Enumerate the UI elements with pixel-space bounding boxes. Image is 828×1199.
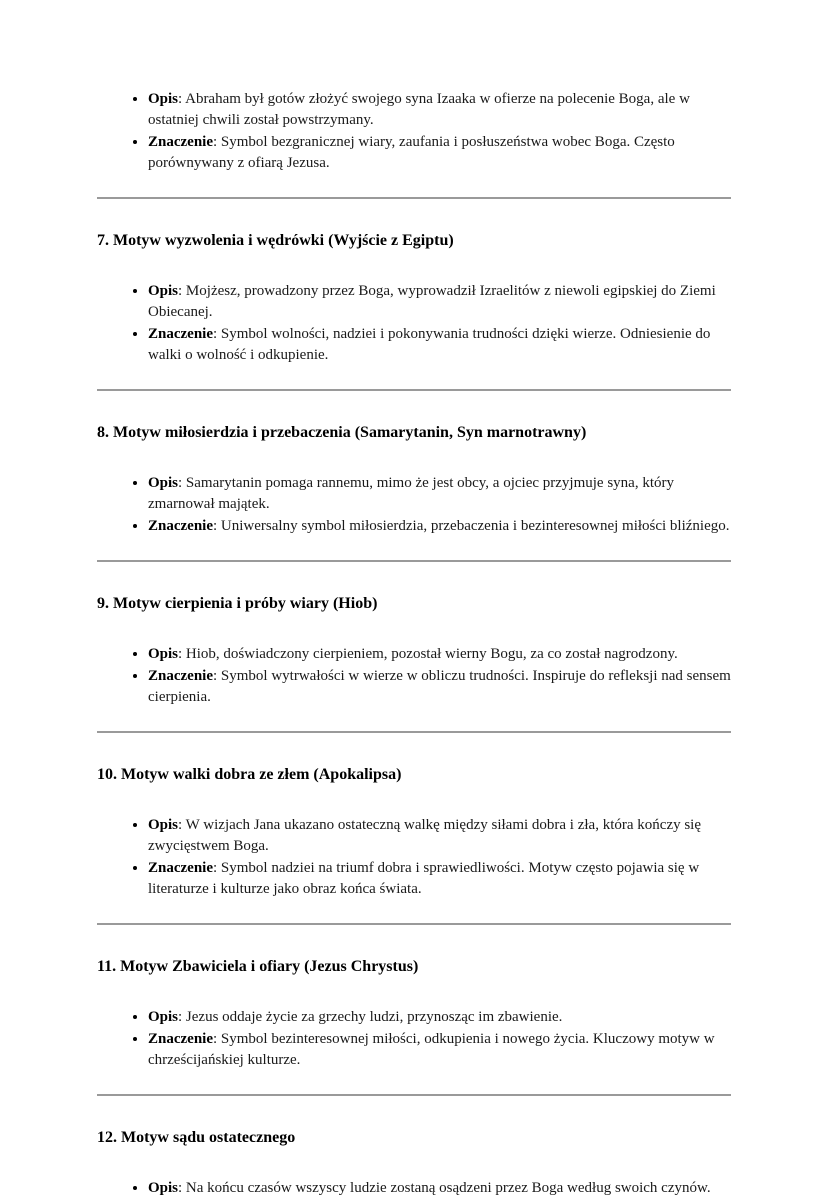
section-heading: 9. Motyw cierpienia i próby wiary (Hiob) xyxy=(97,595,378,612)
bullet-label: Opis xyxy=(148,646,179,662)
bullet-text: : Na końcu czasów wszyscy ludzie zostaną osądzeni przez Boga według swoich czynów. xyxy=(178,1180,711,1196)
section-heading: 11. Motyw Zbawiciela i ofiary (Jezus Chrystus) xyxy=(97,958,419,975)
bullet-text: : Symbol wytrwałości w wierze w obliczu trudności. Inspiruje do refleksji nad sensem cierpienia. xyxy=(148,668,731,705)
bullet-label: Znaczenie xyxy=(148,134,213,150)
bullet-label: Opis xyxy=(148,817,179,833)
bullet-list xyxy=(97,1006,731,1071)
bullet-item xyxy=(148,857,731,900)
bullet-label: Znaczenie xyxy=(148,860,213,876)
bullet-item xyxy=(148,1177,731,1199)
bullet-text: : Jezus oddaje życie za grzechy ludzi, przynosząc im zbawienie. xyxy=(178,1009,563,1025)
bullet-label: Znaczenie xyxy=(148,668,213,684)
bullet-label: Znaczenie xyxy=(148,518,213,534)
bullet-text: : W wizjach Jana ukazano ostateczną walkę między siłami dobra i zła, która kończy się zwycięstwem Boga. xyxy=(148,817,702,854)
bullet-text: : Symbol wolności, nadziei i pokonywania trudności dzięki wierze. Odniesienie do walki o wolność i odkupienie. xyxy=(148,326,711,363)
bullet-item xyxy=(148,643,731,665)
section-divider xyxy=(97,1094,731,1096)
bullet-text: : Uniwersalny symbol miłosierdzia, przebaczenia i bezinteresownej miłości bliźniego. xyxy=(213,518,730,534)
bullet-label: Znaczenie xyxy=(148,1031,213,1047)
bullet-label: Znaczenie xyxy=(148,326,213,342)
document-section xyxy=(97,88,731,199)
bullet-item xyxy=(148,323,731,366)
bullet-item xyxy=(148,472,731,515)
bullet-item xyxy=(148,1006,731,1028)
bullet-item xyxy=(148,1028,731,1071)
bullet-list xyxy=(97,472,731,537)
bullet-label: Opis xyxy=(148,1009,179,1025)
bullet-text: : Symbol bezgranicznej wiary, zaufania i posłuszeństwa wobec Boga. Często porównywany z ofiarą Jezusa. xyxy=(148,134,675,171)
section-heading: 7. Motyw wyzwolenia i wędrówki (Wyjście z Egiptu) xyxy=(97,232,454,249)
section-divider xyxy=(97,731,731,733)
bullet-label: Opis xyxy=(148,475,179,491)
bullet-text: : Samarytanin pomaga rannemu, mimo że jest obcy, a ojciec przyjmuje syna, który zmarnował majątek. xyxy=(148,475,674,512)
bullet-item xyxy=(148,814,731,857)
section-heading: 8. Motyw miłosierdzia i przebaczenia (Samarytanin, Syn marnotrawny) xyxy=(97,424,587,441)
document-body xyxy=(97,88,731,1199)
section-divider xyxy=(97,389,731,391)
document-section xyxy=(97,764,731,925)
section-heading: 12. Motyw sądu ostatecznego xyxy=(97,1129,296,1146)
bullet-list xyxy=(97,814,731,900)
document-section xyxy=(97,1127,731,1199)
bullet-list xyxy=(97,643,731,708)
section-divider xyxy=(97,197,731,199)
bullet-item xyxy=(148,515,731,537)
bullet-list xyxy=(97,1177,731,1199)
section-divider xyxy=(97,923,731,925)
bullet-text: : Hiob, doświadczony cierpieniem, pozostał wierny Bogu, za co został nagrodzony. xyxy=(178,646,678,662)
bullet-list xyxy=(97,280,731,366)
section-heading: 10. Motyw walki dobra ze złem (Apokalipsa) xyxy=(97,766,402,783)
bullet-item xyxy=(148,131,731,174)
bullet-item xyxy=(148,665,731,708)
document-section xyxy=(97,230,731,391)
bullet-label: Opis xyxy=(148,1180,179,1196)
bullet-list xyxy=(97,88,731,174)
bullet-label: Opis xyxy=(148,283,179,299)
section-divider xyxy=(97,560,731,562)
bullet-label: Opis xyxy=(148,91,179,107)
bullet-text: : Mojżesz, prowadzony przez Boga, wyprowadził Izraelitów z niewoli egipskiej do Ziemi Obiecanej. xyxy=(148,283,716,320)
document-section xyxy=(97,593,731,733)
bullet-text: : Abraham był gotów złożyć swojego syna Izaaka w ofierze na polecenie Boga, ale w ostatniej chwili został powstrzymany. xyxy=(148,91,690,128)
bullet-text: : Symbol bezinteresownej miłości, odkupienia i nowego życia. Kluczowy motyw w chrześcijańskiej kulturze. xyxy=(148,1031,715,1068)
document-section xyxy=(97,956,731,1096)
bullet-item xyxy=(148,88,731,131)
document-section xyxy=(97,422,731,562)
bullet-item xyxy=(148,280,731,323)
bullet-text: : Symbol nadziei na triumf dobra i sprawiedliwości. Motyw często pojawia się w literaturze i kulturze jako obraz końca świata. xyxy=(148,860,700,897)
